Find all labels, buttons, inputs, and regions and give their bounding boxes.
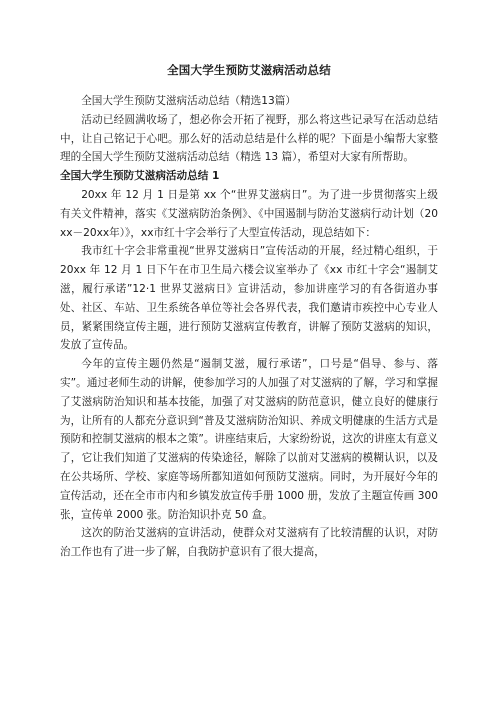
intro-paragraph: 活动已经圆满收场了，想必你会开拓了视野，那么将这些记录写在活动总结中，让自己铭记于心吧。那么好的活动总结是什么样的呢？下面是小编帮大家整理的全国大学生预防艾滋病活动总结（精选 13 篇），希望对大家有所帮助。: [60, 113, 438, 164]
body-paragraph: 我市红十字会非常重视“世界艾滋病日”宣传活动的开展，经过精心组织，于 20xx 年 12 月 1 日下午在市卫生局六楼会议室举办了《xx 市红十字会“遏制艾滋，履行承诺”12·1 世界艾滋病日》宣讲活动，参加讲座学习的有各街道办事处、社区、车站、卫生系统各单位等社会各界代表，我们邀请市疾控中心专业人员，紧紧围绕宣传主题，进行预防艾滋病宣传教育，讲解了预防艾滋病的知识，发放了宣传品。: [60, 245, 438, 352]
subtitle-paragraph: 全国大学生预防艾滋病活动总结（精选13篇）: [81, 95, 296, 107]
body-paragraph: 今年的宣传主题仍然是“遏制艾滋，履行承诺”，口号是“倡导、参与、落实”。通过老师生动的讲解，使参加学习的人加强了对艾滋病的了解，学习和掌握了艾滋病防治知识和基本技能，加强了对艾滋病的防范意识，健立良好的健康行为，让所有的人都充分意识到“普及艾滋病防治知识、养成文明健康的生活方式是预防和控制艾滋病的根本之策”。讲座结束后，大家纷纷说，这次的讲座太有意义了，它让我们知道了艾滋病的传染途径，解除了以前对艾滋病的模糊认识，以及在公共场所、学校、家庭等场所都知道如何预防艾滋病。同时，为开展好今年的宣传活动，还在全市市内和乡镇发放宣传手册 1000 册，发放了主题宣传画 300 张，宣传单 2000 张。防治知识扑克 50 盒。: [60, 358, 438, 521]
section-heading: 全国大学生预防艾滋病活动总结 1: [60, 170, 220, 183]
body-paragraph: 20xx 年 12 月 1 日是第 xx 个“世界艾滋病日”。为了进一步贯彻落实上级有关文件精神，落实《艾滋病防治条例》、《中国遏制与防治艾滋病行动计划（20xx－20xx年）》，xx市红十字会举行了大型宣传活动，现总结如下：: [60, 188, 438, 239]
body-paragraph: 这次的防治艾滋病的宣讲活动，使群众对艾滋病有了比较清醒的认识，对防治工作也有了进一步了解，自我防护意识有了很大提高，: [60, 527, 438, 559]
document-page: [60, 62, 438, 562]
document-title: 全国大学生预防艾滋病活动总结: [167, 63, 331, 77]
